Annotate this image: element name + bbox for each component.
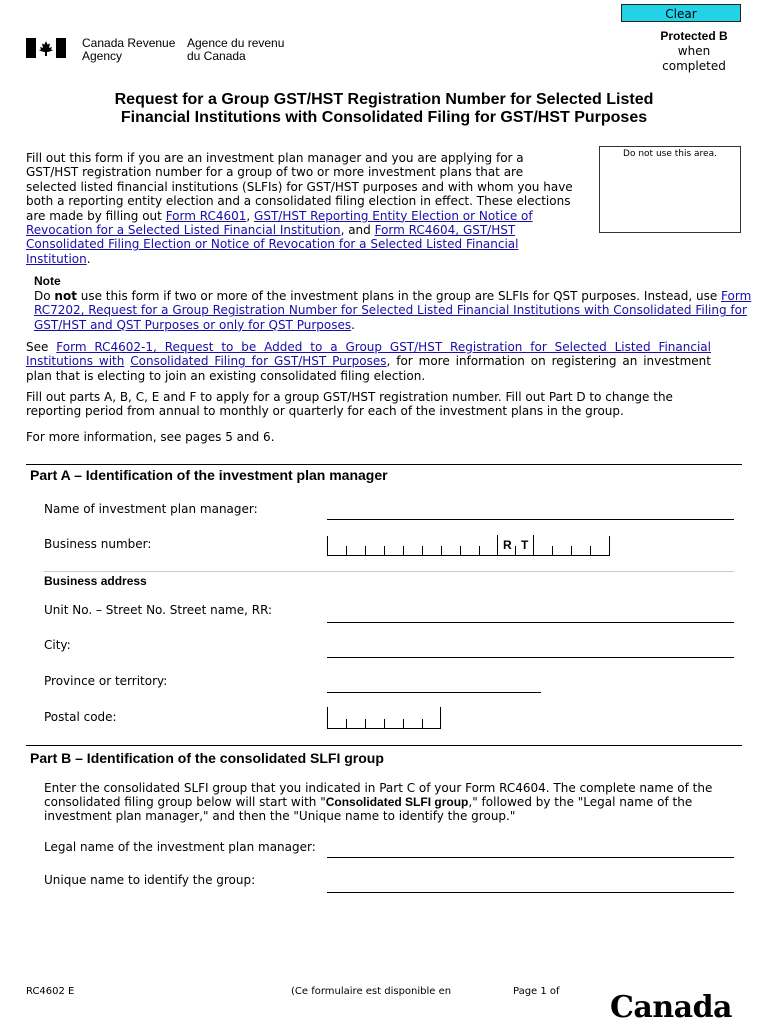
agency-name-fr — [187, 37, 284, 63]
intro-text: Fill out this form if you are an investment plan manager and you are applying for a GST/HST registration number for a group of two or more investment plans that are selected listed financial institutions (SLFIs) for GST/HST purposes and with whom you have both a reporting entity election and a consolidated filing election in effect. These elections are made by filling out — [26, 151, 573, 223]
see-pre: See — [26, 340, 57, 354]
link-form-rc7202-cont[interactable]: GST/HST and QST Purposes or only for QST Purposes — [34, 317, 352, 332]
part-b-intro-pre: Enter the consolidated SLFI group that you indicated in Part C of your Form RC4604. The complete name of the consolidated filing group below will start with " — [44, 781, 713, 809]
fill-parts-paragraph: Fill out parts A, B, C, E and F to apply for a group GST/HST registration number. Fill out Part D to change the reporting period from annual to monthly or quarterly for each of the investment plans in the group. — [26, 390, 673, 419]
part-a-heading: Part A – Identification of the investment plan manager — [30, 467, 388, 483]
note-end: . — [351, 317, 355, 332]
pc-tick — [422, 719, 423, 728]
link-reporting-entity-election[interactable]: GST/HST Reporting Entity Election or Notice of Revocation for a Selected Listed Financial Institution — [26, 208, 533, 238]
note-heading: Note — [34, 274, 61, 288]
part-a-rule — [26, 464, 742, 465]
link-form-rc4601[interactable]: Form RC4601 — [165, 208, 247, 223]
do-not-use-area: Do not use this area. — [599, 146, 741, 233]
street-label: Unit No. – Street No. Street name, RR: — [44, 603, 273, 617]
agency-fr-line2: du Canada — [187, 49, 246, 63]
unique-name-label: Unique name to identify the group: — [44, 873, 256, 887]
address-separator — [44, 571, 734, 572]
agency-en-line1: Canada Revenue — [82, 36, 176, 50]
name-manager-field[interactable] — [327, 519, 734, 520]
form-title — [40, 91, 728, 127]
protected-sub-completed: completed — [662, 59, 726, 73]
french-availability: (Ce formulaire est disponible en — [291, 986, 452, 997]
bn-divider — [497, 535, 498, 555]
bn-divider — [533, 535, 534, 555]
form-title-line1: Request for a Group GST/HST Registration Number for Selected Listed — [114, 91, 654, 108]
name-manager-label: Name of investment plan manager: — [44, 502, 258, 516]
part-b-intro-bold: Consolidated SLFI group — [325, 795, 469, 809]
province-label: Province or territory: — [44, 674, 168, 688]
street-field[interactable] — [327, 622, 734, 623]
unique-name-field[interactable] — [327, 892, 734, 893]
business-number-field[interactable] — [327, 536, 610, 556]
note-text: use this form if two or more of the investment plans in the group are SLFIs for QST purposes. Instead, use — [76, 289, 722, 303]
bn-tick — [571, 546, 572, 555]
province-field[interactable] — [327, 692, 541, 693]
business-address-heading: Business address — [44, 574, 147, 588]
bn-t-label: T — [521, 538, 529, 552]
postal-code-field[interactable] — [327, 707, 441, 729]
agency-en-line2: Agency — [82, 49, 123, 63]
intro-sep1: , — [246, 208, 255, 223]
protected-b-label — [648, 29, 740, 74]
bn-tick — [403, 546, 404, 555]
bn-r-label: R — [503, 538, 512, 552]
business-number-label: Business number: — [44, 537, 152, 551]
agency-fr-line1: Agence du revenu — [187, 36, 285, 50]
city-label: City: — [44, 638, 71, 652]
bn-tick — [590, 546, 591, 555]
pc-tick — [365, 719, 366, 728]
link-form-rc4604[interactable]: Form RC4604, GST/HST Consolidated Filing Election or Notice of Revocation for a Selected Listed Financial Institution — [26, 223, 519, 266]
intro-sep2: , and — [340, 223, 375, 238]
more-info-paragraph: For more information, see pages 5 and 6. — [26, 430, 275, 444]
page-number: Page 1 of — [513, 986, 560, 997]
bn-tick — [365, 546, 366, 555]
see-text: , for more information on registering an investment plan that is electing to join an existing consolidated filing election. — [26, 354, 711, 383]
protected-sub-when: when — [677, 44, 711, 58]
protected-title: Protected B — [660, 29, 728, 43]
pc-tick — [346, 719, 347, 728]
intro-paragraph — [26, 151, 574, 266]
note-pre: Do — [34, 289, 55, 303]
clear-button[interactable]: Clear — [621, 4, 741, 22]
part-b-rule — [26, 745, 742, 746]
see-paragraph — [26, 340, 711, 383]
city-field[interactable] — [327, 657, 734, 658]
bn-tick — [515, 546, 516, 555]
note-bold: not — [54, 289, 77, 303]
pc-tick — [384, 719, 385, 728]
link-form-rc4602-1[interactable]: Form RC4602-1, Request to be Added to a Group GST/HST Registration for Selected Listed Financial Institutions with — [26, 340, 711, 369]
bn-tick — [384, 546, 385, 555]
agency-name-en — [82, 37, 175, 63]
canada-flag-icon — [26, 38, 66, 58]
part-b-heading: Part B – Identification of the consolidated SLFI group — [30, 750, 384, 766]
link-form-rc4602-1-cont[interactable]: Consolidated Filing for GST/HST Purposes — [130, 354, 387, 369]
intro-end: . — [86, 251, 91, 266]
postal-code-label: Postal code: — [44, 710, 117, 724]
link-form-rc7202[interactable]: Form RC7202, Request for a Group Registration Number for Selected Listed Financial Institutions with Consolidated Filing for — [34, 289, 752, 318]
form-id: RC4602 E — [26, 986, 75, 997]
canada-wordmark: Canada — [610, 990, 732, 1025]
form-title-line2: Financial Institutions with Consolidated Filing for GST/HST Purposes — [120, 109, 648, 126]
pc-tick — [403, 719, 404, 728]
bn-tick — [441, 546, 442, 555]
part-b-intro — [44, 781, 732, 823]
bn-tick — [479, 546, 480, 555]
bn-tick — [552, 546, 553, 555]
bn-tick — [460, 546, 461, 555]
part-b-intro-post: ," followed by the "Legal name of the investment plan manager," and then the "Unique name to identify the group." — [44, 795, 693, 823]
note-paragraph — [34, 289, 752, 332]
bn-tick — [422, 546, 423, 555]
legal-name-label: Legal name of the investment plan manager: — [44, 840, 316, 854]
bn-tick — [346, 546, 347, 555]
legal-name-field[interactable] — [327, 857, 734, 858]
